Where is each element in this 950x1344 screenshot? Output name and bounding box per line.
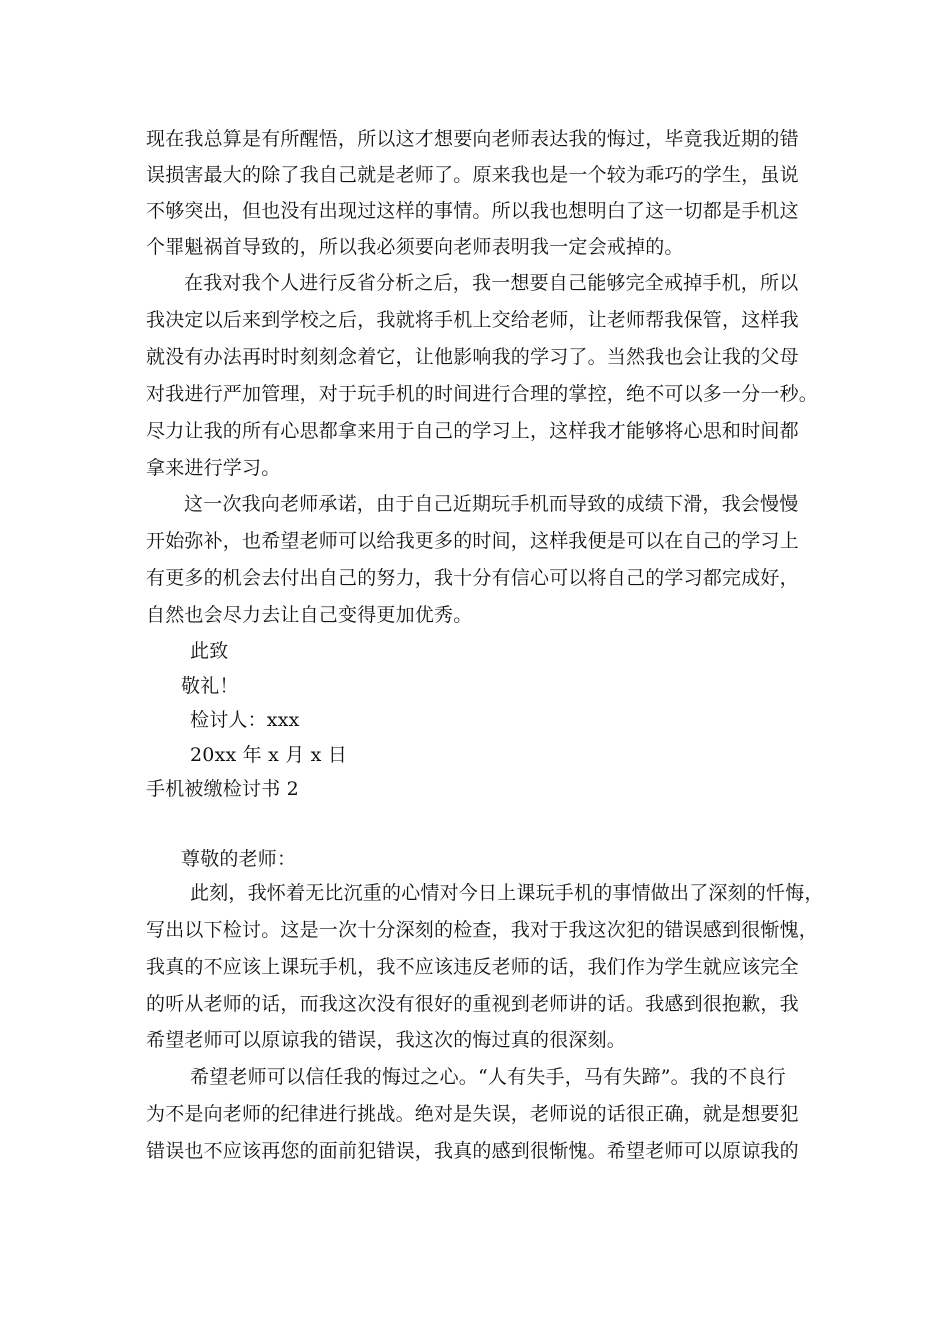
section-title: 手机被缴检讨书 2	[146, 778, 299, 800]
paragraph-2-line: 尽力让我的所有心思都拿来用于自己的学习上，这样我才能够将心思和时间都	[146, 420, 799, 442]
paragraph-4-line: 我真的不应该上课玩手机，我不应该违反老师的话，我们作为学生就应该完全	[146, 956, 799, 978]
paragraph-2-line: 对我进行严加管理，对于玩手机的时间进行合理的掌控，绝不可以多一分一秒。	[146, 383, 819, 405]
paragraph-1-line: 误损害最大的除了我自己就是老师了。原来我也是一个较为乖巧的学生，虽说	[146, 164, 799, 186]
paragraph-3-line: 这一次我向老师承诺，由于自己近期玩手机而导致的成绩下滑，我会慢慢	[184, 493, 799, 515]
salutation: 尊敬的老师：	[181, 848, 297, 870]
paragraph-3-line: 开始弥补，也希望老师可以给我更多的时间，这样我便是可以在自己的学习上	[146, 530, 799, 552]
paragraph-3-line: 自然也会尽力去让自己变得更加优秀。	[146, 604, 473, 626]
paragraph-5-line: 希望老师可以信任我的悔过之心。“人有失手，马有失蹄”。我的不良行	[190, 1066, 786, 1088]
paragraph-5-line: 错误也不应该再您的面前犯错误，我真的感到很惭愧。希望老师可以原谅我的	[146, 1140, 799, 1162]
paragraph-1-line: 个罪魁祸首导致的，所以我必须要向老师表明我一定会戒掉的。	[146, 236, 684, 258]
paragraph-4-line: 写出以下检讨。这是一次十分深刻的检查，我对于我这次犯的错误感到很惭愧，	[146, 919, 819, 941]
paragraph-3-line: 有更多的机会去付出自己的努力，我十分有信心可以将自己的学习都完成好，	[146, 567, 799, 589]
closing-salute: 此致	[190, 640, 229, 662]
paragraph-4-line: 的听从老师的话，而我这次没有很好的重视到老师讲的话。我感到很抱歉，我	[146, 993, 799, 1015]
date-line: 20xx 年 x 月 x 日	[190, 744, 348, 766]
paragraph-1-line: 不够突出，但也没有出现过这样的事情。所以我也想明白了这一切都是手机这	[146, 200, 799, 222]
paragraph-2-line: 我决定以后来到学校之后，我就将手机上交给老师，让老师帮我保管，这样我	[146, 309, 799, 331]
paragraph-4-line: 希望老师可以原谅我的错误，我这次的悔过真的很深刻。	[146, 1029, 627, 1051]
signer-line: 检讨人：xxx	[190, 709, 300, 731]
paragraph-1-line: 现在我总算是有所醒悟，所以这才想要向老师表达我的悔过，毕竟我近期的错	[146, 128, 799, 150]
closing-regards: 敬礼！	[181, 675, 239, 697]
paragraph-5-line: 为不是向老师的纪律进行挑战。绝对是失误，老师说的话很正确，就是想要犯	[146, 1103, 799, 1125]
paragraph-2-line: 拿来进行学习。	[146, 457, 281, 479]
paragraph-4-line: 此刻，我怀着无比沉重的心情对今日上课玩手机的事情做出了深刻的忏悔，	[190, 882, 824, 904]
paragraph-2-line: 在我对我个人进行反省分析之后，我一想要自己能够完全戒掉手机，所以	[184, 272, 799, 294]
paragraph-2-line: 就没有办法再时时刻刻念着它，让他影响我的学习了。当然我也会让我的父母	[146, 346, 799, 368]
